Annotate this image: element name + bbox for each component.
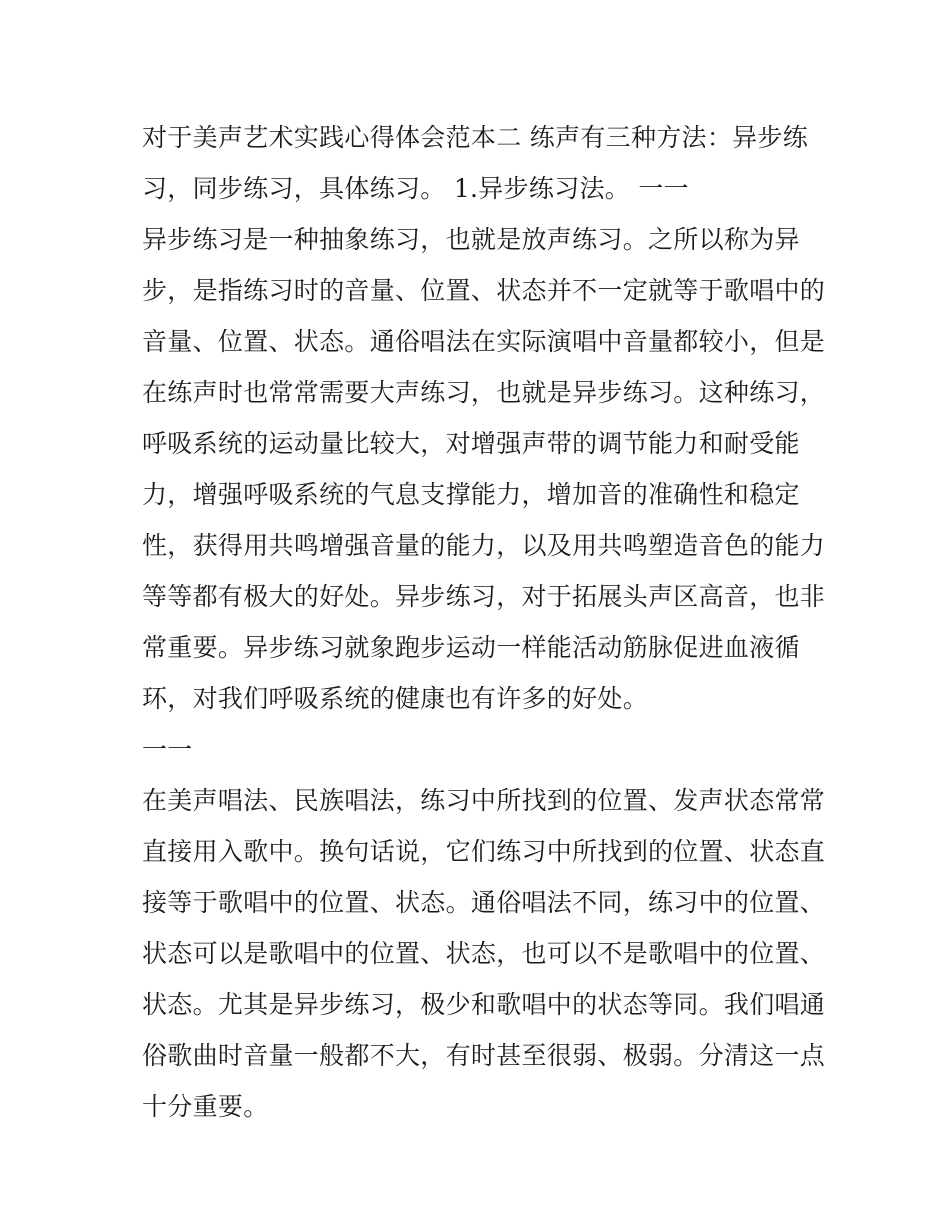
- text-line: 性，获得用共鸣增强音量的能力，以及用共鸣塑造音色的能力: [142, 531, 826, 560]
- text-line: 在练声时也常常需要大声练习，也就是异步练习。这种练习，: [142, 378, 826, 407]
- text-line: 等等都有极大的好处。异步练习，对于拓展头声区高音，也非: [142, 582, 826, 611]
- body-text: [142, 112, 826, 1132]
- text-line: 常重要。异步练习就象跑步运动一样能活动筋脉促进血液循: [142, 633, 800, 662]
- text-line: 俗歌曲时音量一般都不大，有时甚至很弱、极弱。分清这一点: [142, 1041, 826, 1070]
- text-line: 呼吸系统的运动量比较大，对增强声带的调节能力和耐受能: [142, 429, 800, 458]
- text-line: 习，同步练习，具体练习。 1.异步练习法。 一一: [142, 174, 689, 203]
- text-line: 十分重要。: [142, 1092, 269, 1121]
- text-line: 状态可以是歌唱中的位置、状态，也可以不是歌唱中的位置、: [142, 939, 826, 968]
- text-line: 一一: [142, 735, 193, 764]
- text-line: 直接用入歌中。换句话说，它们练习中所找到的位置、状态直: [142, 837, 826, 866]
- text-line: 对于美声艺术实践心得体会范本二 练声有三种方法：异步练: [142, 123, 809, 152]
- text-line: 步，是指练习时的音量、位置、状态并不一定就等于歌唱中的: [142, 276, 826, 305]
- text-line: 在美声唱法、民族唱法，练习中所找到的位置、发声状态常常: [142, 786, 826, 815]
- text-line: 状态。尤其是异步练习，极少和歌唱中的状态等同。我们唱通: [142, 990, 826, 1019]
- text-line: 异步练习是一种抽象练习，也就是放声练习。之所以称为异: [142, 225, 800, 254]
- text-line: 力，增强呼吸系统的气息支撑能力，增加音的准确性和稳定: [142, 480, 800, 509]
- text-line: 音量、位置、状态。通俗唱法在实际演唱中音量都较小，但是: [142, 327, 826, 356]
- text-line: 接等于歌唱中的位置、状态。通俗唱法不同，练习中的位置、: [142, 888, 826, 917]
- text-line: 环，对我们呼吸系统的健康也有许多的好处。: [142, 684, 649, 713]
